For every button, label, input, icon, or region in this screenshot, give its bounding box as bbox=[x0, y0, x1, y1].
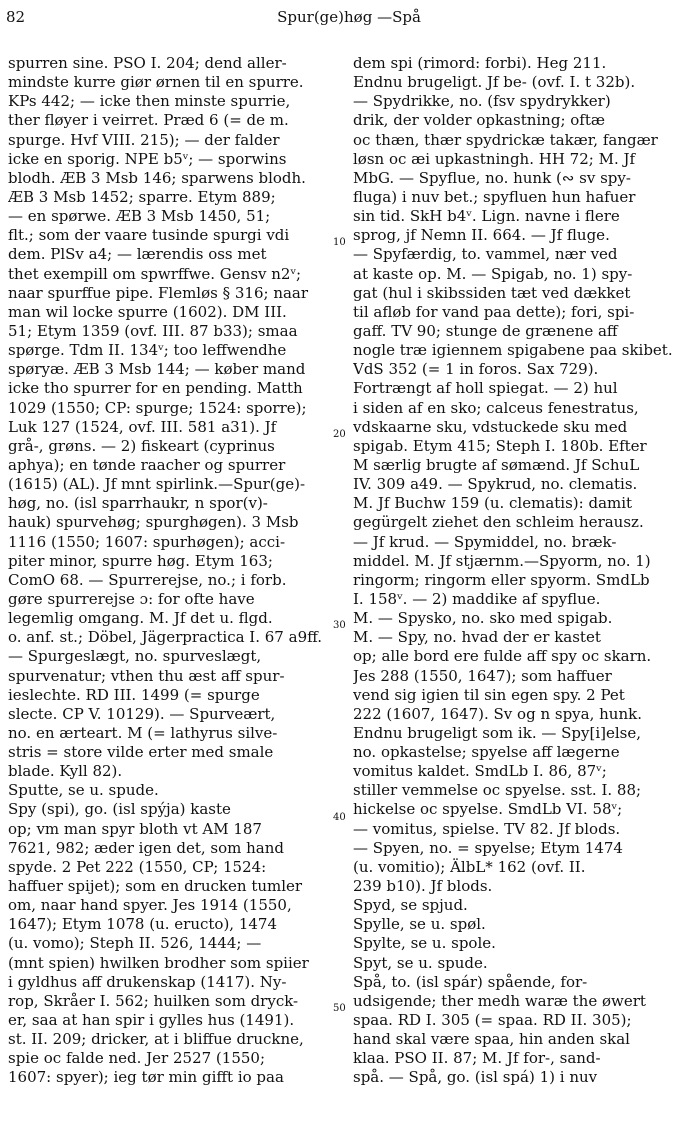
text-line: 1029 (1550; CP: spurge; 1524: sporre); bbox=[8, 398, 307, 417]
text-line: — Spurgeslægt, no. spurveslægt, bbox=[8, 647, 262, 666]
text-line: spaa. RD I. 305 (= spaa. RD II. 305); bbox=[353, 1011, 632, 1030]
text-line: op; alle bord ere fulde aff spy oc skarn. bbox=[353, 647, 652, 666]
text-line: o. anf. st.; Döbel, Jägerpractica I. 67 a9ff. bbox=[8, 628, 322, 647]
text-line: spurvenatur; vthen thu æst aff spur- bbox=[8, 666, 285, 685]
text-line: fluga) i nuv bet.; spyfluen hun hafuer bbox=[353, 187, 636, 206]
text-line: Sputte, se u. spude. bbox=[8, 781, 159, 800]
line-marker: 30 bbox=[333, 620, 346, 631]
text-line: Spå, to. (isl spár) spående, for- bbox=[353, 972, 588, 991]
text-line: blade. Kyll 82). bbox=[8, 762, 123, 781]
text-line: gaff. TV 90; stunge de grænene aff bbox=[353, 321, 618, 340]
text-line: no. en ærteart. M (= lathyrus silve- bbox=[8, 723, 278, 742]
text-line: spå. — Spå, go. (isl spá) 1) i nuv bbox=[353, 1068, 598, 1087]
text-line: Spyt, se u. spude. bbox=[353, 953, 488, 972]
text-line: mindste kurre giør ørnen til en spurre. bbox=[8, 73, 304, 92]
text-line: middel. M. Jf stjærnm.—Spyorm, no. 1) bbox=[353, 551, 651, 570]
text-line: Spyd, se spjud. bbox=[353, 896, 468, 915]
text-line: til afløb for vand paa dette); fori, spi- bbox=[353, 302, 635, 321]
running-title: Spur(ge)høg —Spå bbox=[277, 8, 421, 26]
text-line: dem spi (rimord: forbi). Heg 211. bbox=[353, 54, 607, 72]
text-line: ringorm; ringorm eller spyorm. SmdLb bbox=[353, 570, 650, 589]
text-line: Fortrængt af holl spiegat. — 2) hul bbox=[353, 379, 618, 398]
line-marker: 20 bbox=[333, 429, 346, 440]
text-line: 239 b10). Jf blods. bbox=[353, 877, 493, 896]
text-line: spie oc falde ned. Jer 2527 (1550; bbox=[8, 1049, 266, 1068]
text-line: at kaste op. M. — Spigab, no. 1) spy- bbox=[353, 264, 633, 283]
text-line: naar spurffue pipe. Flemløs § 316; naar bbox=[8, 283, 309, 302]
text-line: 7621, 982; æder igen det, som hand bbox=[8, 838, 285, 857]
text-line: dem. PlSv a4; — lærendis oss met bbox=[8, 245, 267, 264]
text-line: spørge. Tdm II. 134ᵛ; too leffwendhe bbox=[8, 341, 287, 360]
text-line: i gyldhus aff drukenskap (1417). Ny- bbox=[8, 972, 287, 991]
line-marker: 40 bbox=[333, 812, 346, 823]
text-line: høg, no. (isl sparrhaukr, n spor(v)- bbox=[8, 494, 268, 513]
text-line: spigab. Etym 415; Steph I. 180b. Efter bbox=[353, 436, 647, 455]
text-line: vdskaarne sku, vdstuckede sku med bbox=[353, 417, 628, 436]
text-line: hand skal være spaa, hin anden skal bbox=[353, 1030, 630, 1049]
text-line: hauk) spurvehøg; spurghøgen). 3 Msb bbox=[8, 513, 299, 532]
text-line: (u. vomitio); ÄlbL* 162 (ovf. II. bbox=[353, 857, 586, 876]
text-line: op; vm man spyr bloth vt AM 187 bbox=[8, 819, 262, 838]
line-marker: 10 bbox=[333, 237, 346, 248]
text-line: MbG. — Spyflue, no. hunk (∾ sv spy- bbox=[353, 168, 631, 187]
text-line: spurren sine. PSO I. 204; dend aller- bbox=[8, 54, 287, 72]
text-line: gat (hul i skibssiden tæt ved dækket bbox=[353, 283, 631, 302]
text-line: VdS 352 (= 1 in foros. Sax 729). bbox=[353, 360, 599, 379]
text-line: hickelse oc spyelse. SmdLb VI. 58ᵛ; bbox=[353, 800, 623, 819]
text-line: sprog, jf Nemn II. 664. — Jf fluge. bbox=[353, 226, 610, 245]
text-line: drik, der volder opkastning; oftæ bbox=[353, 111, 605, 130]
text-line: ÆB 3 Msb 1452; sparre. Etym 889; bbox=[8, 187, 276, 206]
text-line: — Jf krud. — Spymiddel, no. bræk- bbox=[353, 532, 617, 551]
text-line: nogle træ igiennem spigabene paa skibet. bbox=[353, 341, 673, 360]
text-line: IV. 309 a49. — Spykrud, no. clematis. bbox=[353, 475, 638, 494]
text-line: klaa. PSO II. 87; M. Jf for-, sand- bbox=[353, 1049, 601, 1068]
text-line: Endnu brugeligt som ik. — Spy[i]else, bbox=[353, 723, 641, 742]
text-line: 1647); Etym 1078 (u. eructo), 1474 bbox=[8, 915, 278, 934]
text-line: 222 (1607, 1647). Sv og n spya, hunk. bbox=[353, 704, 642, 723]
text-line: (1615) (AL). Jf mnt spirlink.—Spur(ge)- bbox=[8, 475, 306, 494]
text-line: rop, Skråer I. 562; huilken som dryck- bbox=[8, 991, 299, 1010]
text-line: sin tid. SkH b4ᵛ. Lign. navne i flere bbox=[353, 207, 620, 226]
text-line: icke en sporig. NPE b5ᵛ; — sporwins bbox=[8, 149, 287, 168]
text-line: om, naar hand spyer. Jes 1914 (1550, bbox=[8, 896, 292, 915]
text-line: gøre spurrerejse ɔ: for ofte have bbox=[8, 589, 255, 608]
text-line: Spy (spi), go. (isl spýja) kaste bbox=[8, 800, 231, 819]
text-line: grå-, grøns. — 2) fiskeart (cyprinus bbox=[8, 436, 275, 455]
text-line: vomitus kaldet. SmdLb I. 86, 87ᵛ; bbox=[353, 762, 607, 781]
text-line: piter minor, spurre høg. Etym 163; bbox=[8, 551, 273, 570]
text-line: legemlig omgang. M. Jf det u. flgd. bbox=[8, 609, 273, 628]
text-line: i siden af en sko; calceus fenestratus, bbox=[353, 398, 639, 417]
text-line: aphya); en tønde raacher og spurrer bbox=[8, 455, 286, 474]
text-line: vend sig igien til sin egen spy. 2 Pet bbox=[353, 685, 625, 704]
left-column bbox=[8, 54, 342, 1088]
page-header bbox=[6, 8, 692, 32]
text-line: no. opkastelse; spyelse aff lægerne bbox=[353, 743, 620, 762]
text-line: I. 158ᵛ. — 2) maddike af spyflue. bbox=[353, 589, 601, 608]
text-line: — Spyen, no. = spyelse; Etym 1474 bbox=[353, 838, 623, 857]
text-line: 1116 (1550; 1607: spurhøgen); acci- bbox=[8, 532, 286, 551]
text-line: oc thæn, thær spydrickæ takær, fangær bbox=[353, 130, 658, 149]
page-number: 82 bbox=[6, 8, 26, 26]
text-line: KPs 442; — icke then minste spurrie, bbox=[8, 92, 291, 111]
text-line: (mnt spien) hwilken brodher som spiier bbox=[8, 953, 309, 972]
text-line: spøryæ. ÆB 3 Msb 144; — køber mand bbox=[8, 360, 306, 379]
text-line: slecte. CP V. 10129). — Spurveært, bbox=[8, 704, 276, 723]
text-line: ieslechte. RD III. 1499 (= spurge bbox=[8, 685, 260, 704]
text-line: ther fløyer i veirret. Præd 6 (= de m. bbox=[8, 111, 289, 130]
text-line: Endnu brugeligt. Jf be- (ovf. I. t 32b). bbox=[353, 73, 636, 92]
text-line: 51; Etym 1359 (ovf. III. 87 b33); smaa bbox=[8, 321, 298, 340]
text-line: spurge. Hvf VIII. 215); — der falder bbox=[8, 130, 280, 149]
right-column bbox=[353, 54, 687, 1088]
text-line: er, saa at han spir i gylles hus (1491). bbox=[8, 1011, 295, 1030]
text-line: 1607: spyer); ieg tør min gifft io paa bbox=[8, 1068, 284, 1087]
text-line: (u. vomo); Steph II. 526, 1444; — bbox=[8, 934, 262, 953]
text-line: Spylle, se u. spøl. bbox=[353, 915, 486, 934]
text-line: M. — Spy, no. hvad der er kastet bbox=[353, 628, 601, 647]
text-line: Luk 127 (1524, ovf. III. 581 a31). Jf bbox=[8, 417, 277, 436]
text-line: løsn oc æi upkastningh. HH 72; M. Jf bbox=[353, 149, 636, 168]
text-line: spyde. 2 Pet 222 (1550, CP; 1524: bbox=[8, 857, 267, 876]
text-line: — Spyfærdig, to. vammel, nær ved bbox=[353, 245, 618, 264]
text-line: — en spørwe. ÆB 3 Msb 1450, 51; bbox=[8, 207, 271, 226]
text-line: udsigende; ther medh waræ the øwert bbox=[353, 991, 646, 1010]
text-line: Spylte, se u. spole. bbox=[353, 934, 496, 953]
line-marker: 50 bbox=[333, 1003, 346, 1014]
text-line: haffuer spijet); som en drucken tumler bbox=[8, 877, 303, 896]
text-line: stris = store vilde erter med smale bbox=[8, 743, 274, 762]
text-line: thet exempill om spwrffwe. Gensv n2ᵛ; bbox=[8, 264, 302, 283]
text-line: man wil locke spurre (1602). DM III. bbox=[8, 302, 287, 321]
text-line: icke tho spurrer for en pending. Matth bbox=[8, 379, 303, 398]
text-line: stiller vemmelse oc spyelse. sst. I. 88; bbox=[353, 781, 642, 800]
text-line: — vomitus, spielse. TV 82. Jf blods. bbox=[353, 819, 621, 838]
text-line: st. II. 209; dricker, at i bliffue druckne, bbox=[8, 1030, 304, 1049]
text-line: ComO 68. — Spurrerejse, no.; i forb. bbox=[8, 570, 287, 589]
text-line: Jes 288 (1550, 1647); som haffuer bbox=[353, 666, 612, 685]
text-line: — Spydrikke, no. (fsv spydrykker) bbox=[353, 92, 611, 111]
text-line: flt.; som der vaare tusinde spurgi vdi bbox=[8, 226, 290, 245]
text-line: blodh. ÆB 3 Msb 146; sparwens blodh. bbox=[8, 168, 306, 187]
text-line: M. Jf Buchw 159 (u. clematis): damit bbox=[353, 494, 633, 513]
text-line: M. — Spysko, no. sko med spigab. bbox=[353, 609, 613, 628]
text-line: gegürgelt ziehet den schleim herausz. bbox=[353, 513, 644, 532]
text-line: M særlig brugte af sømænd. Jf SchuL bbox=[353, 455, 640, 474]
